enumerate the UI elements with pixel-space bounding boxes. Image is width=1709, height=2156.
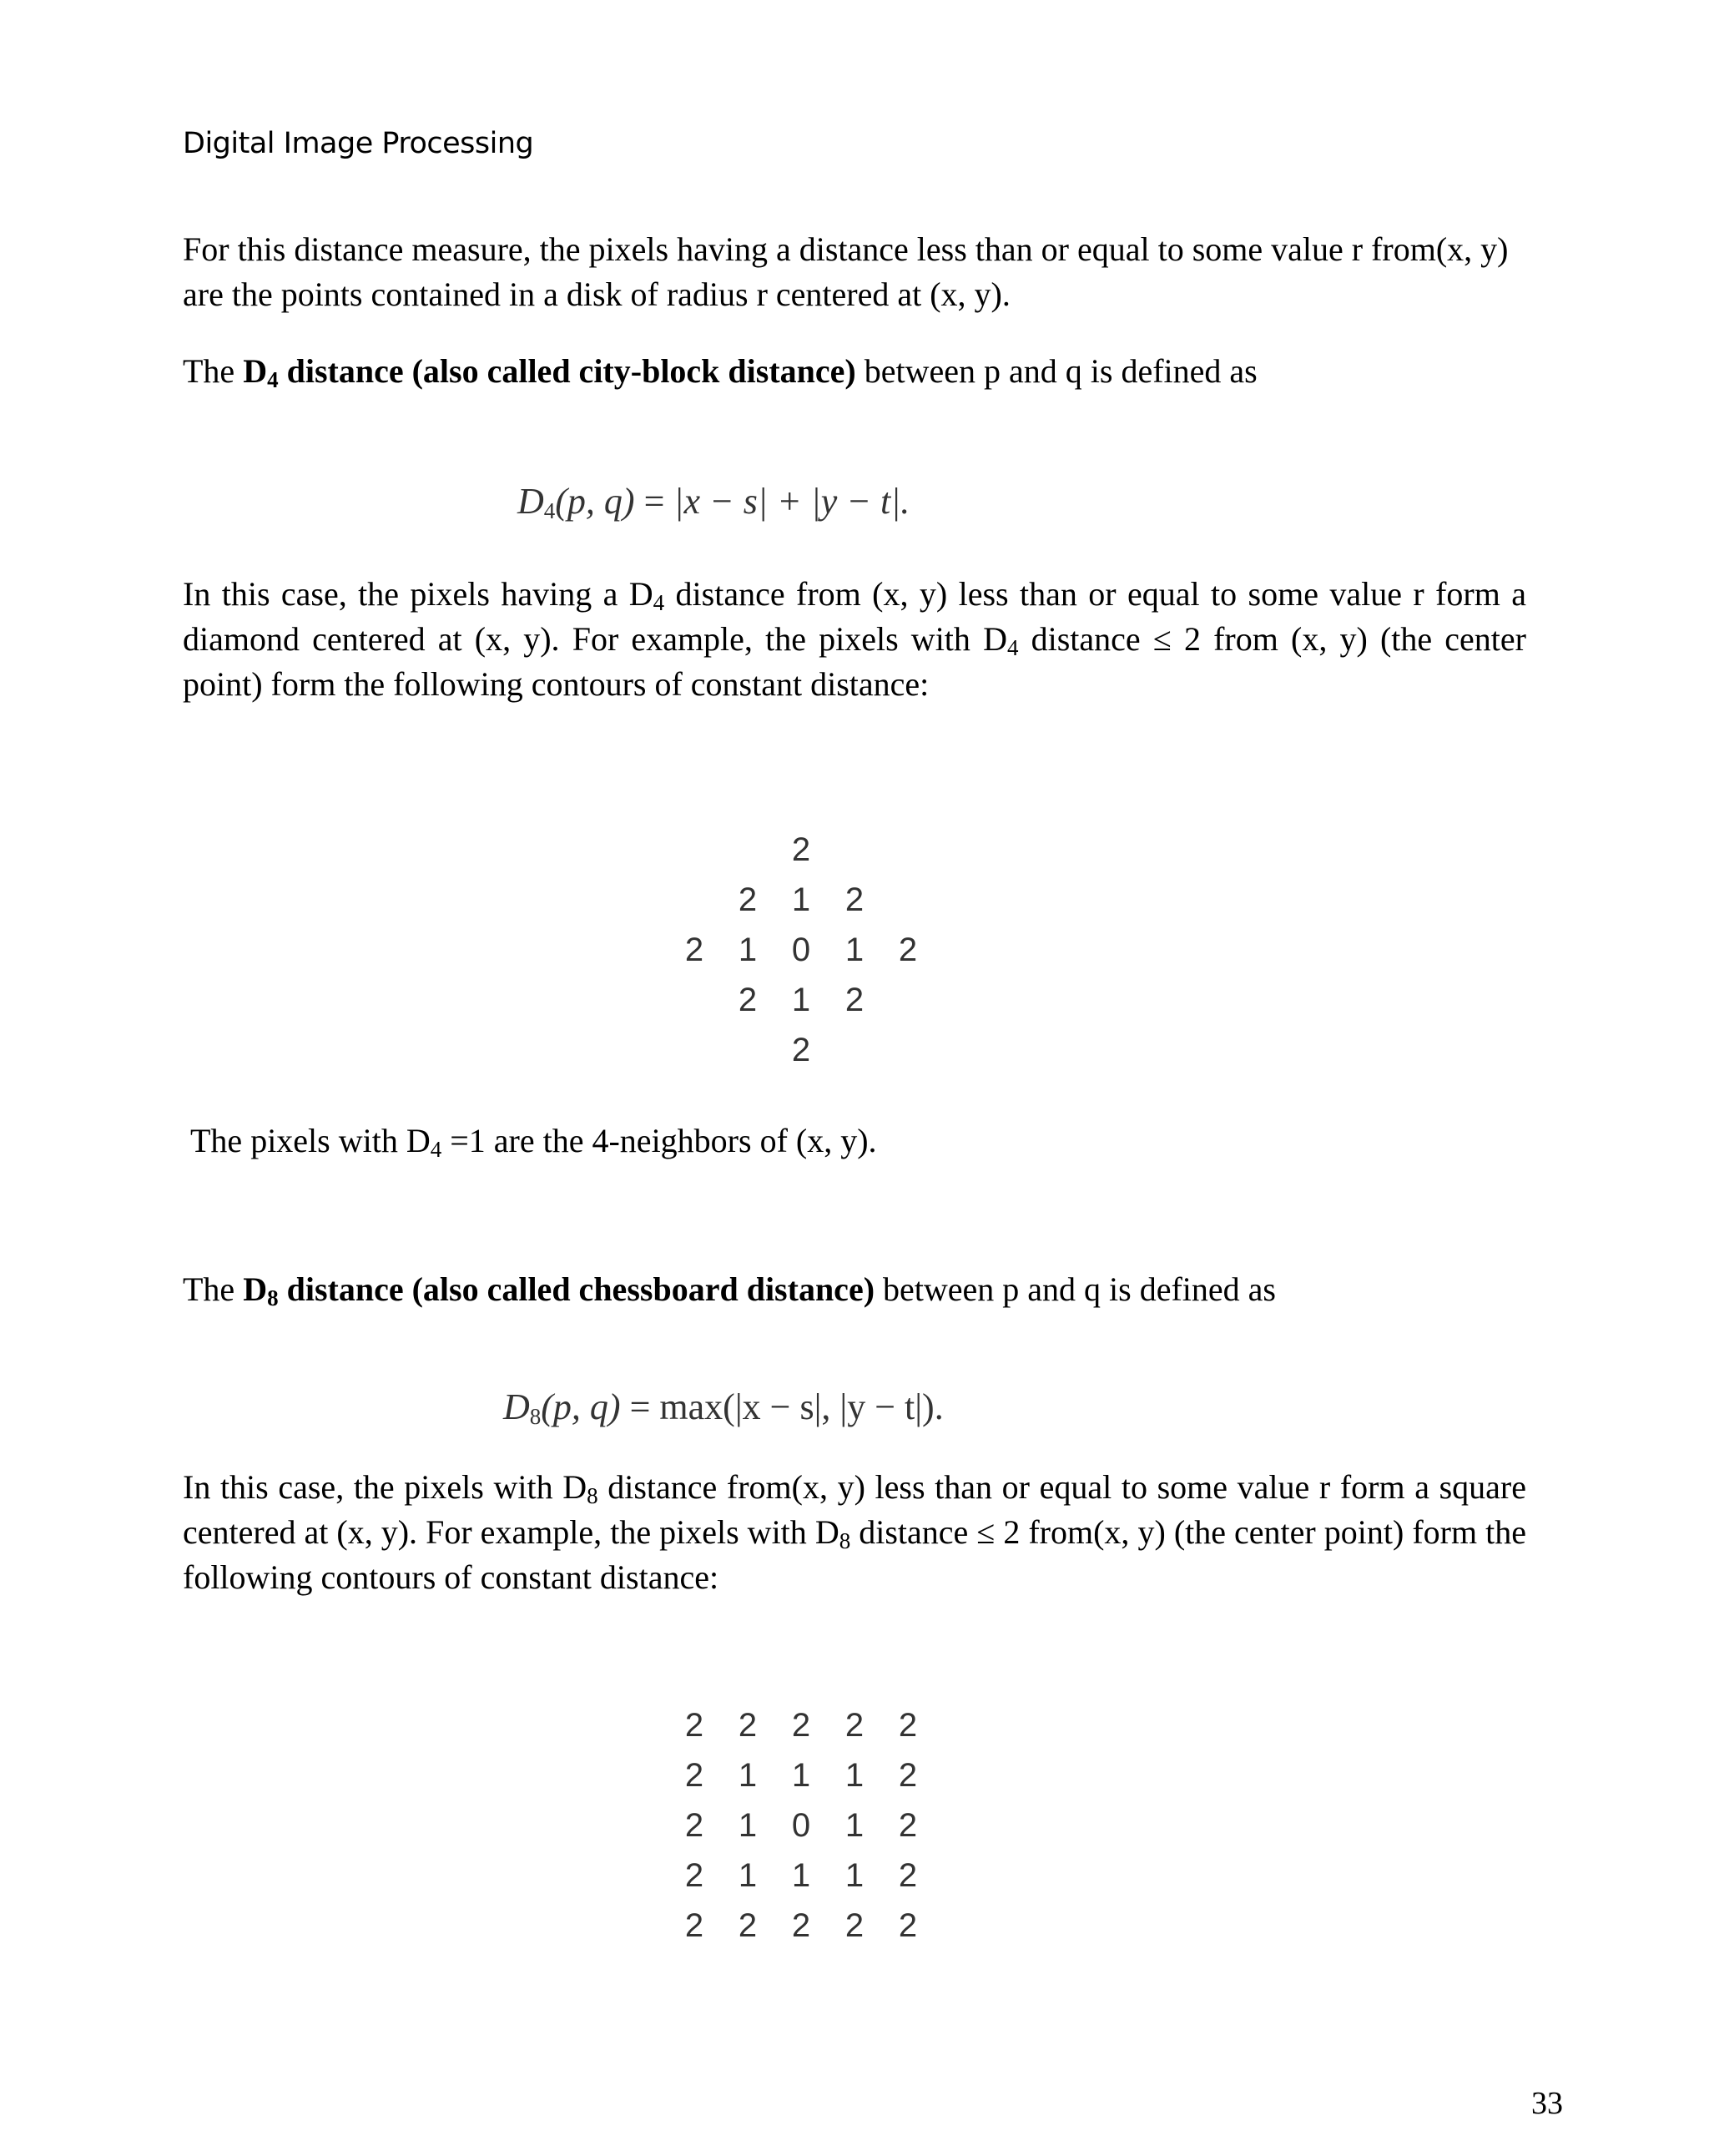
d8-grid-cell: 2: [844, 1707, 865, 1744]
d4-grid-cell: 2: [791, 1032, 811, 1068]
d4-grid-cell: 1: [844, 932, 865, 968]
d8-grid-cell: 0: [791, 1807, 811, 1844]
d8-grid-cell: 1: [844, 1857, 865, 1894]
d8-grid-cell: 2: [844, 1907, 865, 1944]
d4-grid-cell: [668, 1025, 721, 1075]
d8-square-grid: [668, 1700, 935, 1951]
d4-grid-cell: 2: [844, 881, 865, 918]
d4-grid-cell: [721, 1025, 774, 1075]
d4-grid-cell: [881, 825, 935, 875]
d8-term: $D_8$ distance (also called chessboard distance): [243, 1270, 875, 1310]
d4-grid-cell: 2: [791, 831, 811, 868]
d4-grid-cell: 1: [791, 881, 811, 918]
d4-definition: The $D_4$ distance (also called city-block distance) between p and q is defined as: [183, 352, 1258, 392]
d8-grid-cell: 1: [791, 1757, 811, 1794]
d8-grid-cell: 1: [738, 1757, 758, 1794]
d4-grid-cell: 1: [738, 932, 758, 968]
d4-grid-cell: [668, 825, 721, 875]
d4-grid-cell: [881, 1025, 935, 1075]
d8-grid-cell: 2: [898, 1757, 918, 1794]
d8-grid-cell: 2: [898, 1907, 918, 1944]
d4-grid-cell: 2: [684, 932, 704, 968]
d4-grid-cell: [721, 825, 774, 875]
d4-grid-cell: 1: [791, 982, 811, 1018]
d8-grid-cell: 1: [844, 1757, 865, 1794]
d8-grid-cell: 2: [898, 1807, 918, 1844]
d4-grid-cell: [668, 975, 721, 1025]
d8-grid-cell: 2: [898, 1857, 918, 1894]
d4-grid-cell: [881, 875, 935, 925]
d8-definition: The $D_8$ distance (also called chessboard distance) between p and q is defined as: [183, 1270, 1276, 1310]
d4-grid-cell: 2: [738, 982, 758, 1018]
paragraph-d4-diamond: In this case, the pixels having a $D_4$ distance from (x, y) less than or equal to some value r form a diamond centered at (x, y). For example, the pixels with $D_4$ distance ≤ 2 from (x, y) (the center point) form the following contours of constant distance:: [183, 575, 1526, 703]
d8-grid-cell: 2: [684, 1707, 704, 1744]
d8-grid-cell: 1: [738, 1807, 758, 1844]
d8-formula: $D_8(p$, q) = max(|x − s|, |y − t|).: [503, 1386, 944, 1429]
d4-grid-cell: [881, 975, 935, 1025]
page-number: 33: [1531, 2086, 1563, 2121]
d8-grid-cell: 1: [844, 1807, 865, 1844]
paragraph-4-neighbors: The pixels with $D_4 =1$ are the 4-neighbors of (x, y).: [190, 1122, 877, 1162]
d4-grid-cell: 2: [738, 881, 758, 918]
d4-grid-cell: [668, 875, 721, 925]
d4-grid-cell: 0: [791, 932, 811, 968]
running-header: Digital Image Processing: [183, 127, 534, 160]
d8-grid-cell: 2: [898, 1707, 918, 1744]
d4-grid-cell: [828, 825, 881, 875]
d4-formula: $D_4(p$, q) = |x − s| + |y − t|.: [517, 481, 910, 523]
d8-grid-cell: 2: [684, 1907, 704, 1944]
paragraph-d8-square: In this case, the pixels with $D_8$ distance from(x, y) less than or equal to some value r form a square centered at (x, y). For example, the pixels with $D_8$ distance ≤ 2 from(x, y) (the center point) form the following contours of constant distance:: [183, 1468, 1526, 1596]
d4-grid-cell: [828, 1025, 881, 1075]
d8-grid-cell: 2: [738, 1707, 758, 1744]
d8-grid-cell: 2: [684, 1857, 704, 1894]
d8-grid-cell: 1: [791, 1857, 811, 1894]
d8-grid-cell: 2: [684, 1757, 704, 1794]
d8-grid-cell: 2: [684, 1807, 704, 1844]
d4-grid-cell: 2: [898, 932, 918, 968]
d4-grid-cell: 2: [844, 982, 865, 1018]
d4-diamond-grid: [668, 825, 935, 1075]
paragraph-disk: For this distance measure, the pixels having a distance less than or equal to some value r from(x, y) are the points contained in a disk of radius r centered at (x, y).: [183, 230, 1509, 313]
d8-grid-cell: 1: [738, 1857, 758, 1894]
d8-grid-cell: 2: [791, 1707, 811, 1744]
d8-grid-cell: 2: [791, 1907, 811, 1944]
d8-grid-cell: 2: [738, 1907, 758, 1944]
d4-term: $D_4$ distance (also called city-block distance): [243, 352, 856, 392]
